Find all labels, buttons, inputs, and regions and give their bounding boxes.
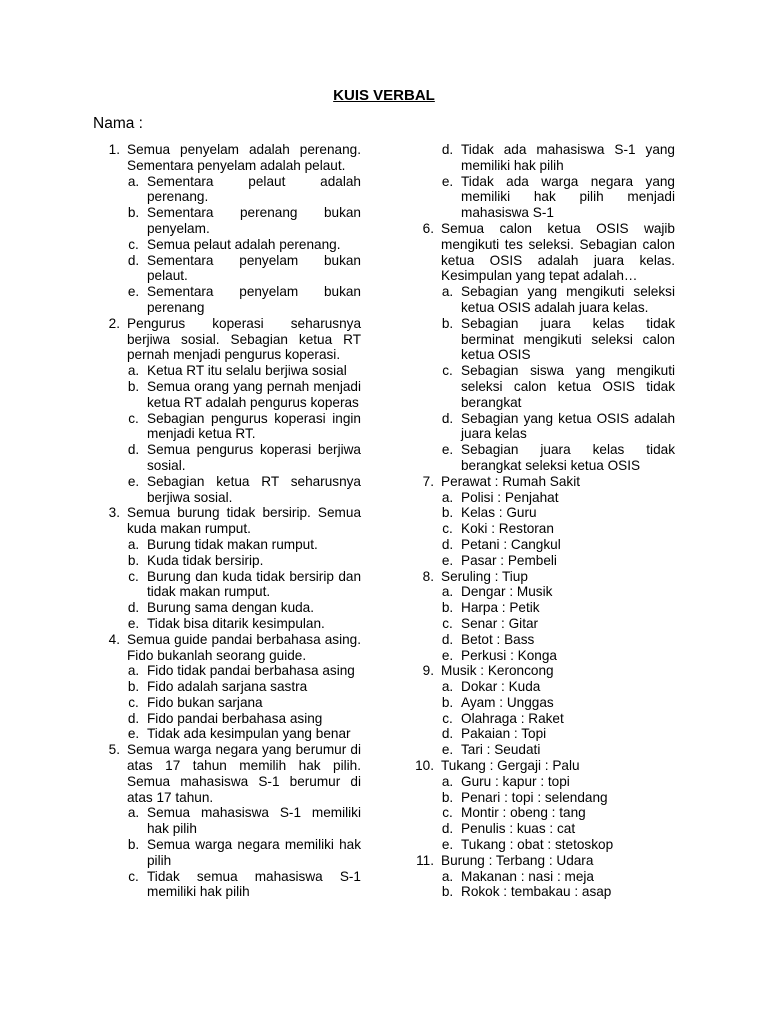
option-text: Rokok : tembakau : asap — [461, 884, 612, 900]
option-letter: b. — [441, 884, 454, 900]
answer-option — [434, 442, 675, 474]
answer-option — [434, 837, 675, 853]
option-letter: c. — [128, 410, 139, 426]
option-letter: c. — [128, 694, 139, 710]
answer-option — [120, 869, 361, 901]
question-stem — [407, 569, 675, 585]
answer-option — [120, 205, 361, 237]
answer-option — [434, 284, 675, 316]
answer-option — [434, 142, 675, 174]
option-letter: c. — [442, 363, 453, 379]
answer-option — [120, 600, 361, 616]
question-text: Semua warga negara yang berumur di atas 17 tahun memilih hak pilih. Semua mahasiswa S-1 berumur di atas 17 tahun. — [127, 742, 361, 805]
answer-option — [434, 363, 675, 410]
option-letter: a. — [127, 536, 140, 552]
answer-option — [120, 379, 361, 411]
question-stem — [407, 853, 675, 869]
option-letter: b. — [127, 837, 140, 853]
options-list — [407, 679, 675, 758]
question-text: Tukang : Gergaji : Palu — [441, 758, 580, 774]
option-letter: d. — [441, 142, 454, 157]
option-text: Harpa : Petik — [461, 600, 540, 616]
answer-option — [434, 869, 675, 885]
option-letter: b. — [441, 505, 454, 521]
question-stem — [407, 758, 675, 774]
option-text: Pasar : Pembeli — [461, 552, 557, 568]
option-text: Semua pengurus koperasi berjiwa sosial. — [147, 442, 361, 473]
option-letter: d. — [441, 726, 454, 742]
question-text: Semua calon ketua OSIS wajib mengikuti tes seleksi. Sebagian calon ketua OSIS adalah juara kelas. Kesimpulan yang tepat adalah… — [441, 220, 675, 284]
answer-option — [434, 790, 675, 806]
option-letter: e. — [441, 742, 454, 758]
answer-option — [434, 505, 675, 521]
question-item — [407, 663, 675, 758]
answer-option — [434, 821, 675, 837]
answer-option — [434, 411, 675, 443]
option-text: Senar : Gitar — [461, 615, 539, 631]
question-stem — [93, 505, 361, 537]
option-text: Burung dan kuda tidak bersirip dan tidak makan rumput. — [147, 568, 361, 600]
option-letter: c. — [442, 521, 453, 537]
options-list — [407, 869, 675, 901]
option-text: Tidak bisa ditarik kesimpulan. — [147, 615, 325, 631]
question-number: 10. — [415, 758, 434, 774]
option-letter: a. — [441, 679, 454, 695]
option-text: Semua pelaut adalah perenang. — [147, 236, 341, 252]
option-text: Pakaian : Topi — [461, 726, 547, 742]
question-number: 8. — [422, 568, 434, 584]
options-list — [93, 363, 361, 505]
right-column — [407, 142, 675, 900]
options-list — [93, 537, 361, 632]
option-text: Sementara pelaut adalah perenang. — [147, 173, 361, 205]
continuation-options — [434, 142, 675, 221]
option-letter: d. — [441, 821, 454, 837]
question-number: 2. — [108, 315, 120, 331]
option-letter: b. — [441, 600, 454, 616]
question-item — [407, 853, 675, 900]
question-number: 7. — [422, 473, 434, 489]
option-text: Burung tidak makan rumput. — [147, 536, 318, 552]
option-letter: a. — [441, 489, 454, 505]
answer-option — [434, 174, 675, 221]
answer-option — [120, 363, 361, 379]
option-letter: c. — [128, 568, 139, 584]
question-number: 1. — [108, 142, 120, 157]
answer-option — [434, 521, 675, 537]
answer-option — [434, 490, 675, 506]
answer-option — [434, 553, 675, 569]
answer-option — [120, 537, 361, 553]
question-item — [407, 474, 675, 569]
option-letter: a. — [441, 584, 454, 600]
answer-option — [434, 632, 675, 648]
options-list — [407, 774, 675, 853]
option-letter: b. — [127, 552, 140, 568]
option-letter: a. — [127, 663, 140, 679]
option-letter: c. — [442, 710, 453, 726]
option-text: Sebagian pengurus koperasi ingin menjadi ketua RT. — [147, 410, 361, 442]
option-text: Tidak semua mahasiswa S-1 memiliki hak pilih — [147, 868, 361, 900]
option-letter: d. — [441, 631, 454, 647]
option-letter: d. — [127, 442, 140, 458]
question-stem — [93, 316, 361, 363]
answer-option — [434, 316, 675, 363]
option-letter: d. — [441, 536, 454, 552]
answer-option — [120, 663, 361, 679]
options-list — [93, 174, 361, 316]
option-text: Semua warga negara memiliki hak pilih — [147, 837, 361, 868]
question-text: Semua burung tidak bersirip. Semua kuda makan rumput. — [127, 505, 361, 537]
option-letter: b. — [441, 315, 454, 331]
option-letter: e. — [127, 473, 140, 489]
option-text: Ayam : Unggas — [461, 694, 554, 710]
option-text: Montir : obeng : tang — [461, 805, 586, 821]
option-text: Tidak ada warga negara yang memiliki hak pilih menjadi mahasiswa S-1 — [461, 173, 675, 221]
answer-option — [434, 616, 675, 632]
question-item — [407, 758, 675, 853]
option-text: Fido tidak pandai berbahasa asing — [147, 663, 355, 679]
question-item — [93, 316, 361, 506]
option-letter: a. — [127, 363, 140, 379]
answer-option — [120, 837, 361, 869]
option-text: Tari : Seudati — [461, 742, 541, 758]
option-text: Sementara penyelam bukan perenang — [147, 284, 361, 315]
option-text: Fido adalah sarjana sastra — [147, 679, 308, 695]
answer-option — [120, 695, 361, 711]
question-text: Semua penyelam adalah perenang. Sementara penyelam adalah pelaut. — [127, 142, 361, 173]
option-letter: d. — [127, 710, 140, 726]
answer-option — [120, 569, 361, 601]
question-stem — [407, 221, 675, 284]
answer-option — [434, 584, 675, 600]
answer-option — [120, 616, 361, 632]
question-item — [93, 632, 361, 743]
answer-option — [434, 805, 675, 821]
option-text: Petani : Cangkul — [461, 536, 561, 552]
question-number: 5. — [108, 742, 120, 758]
option-text: Kelas : Guru — [461, 505, 537, 521]
option-text: Fido bukan sarjana — [147, 694, 263, 710]
question-number: 9. — [422, 663, 434, 679]
option-letter: e. — [127, 726, 140, 742]
option-text: Koki : Restoran — [461, 521, 554, 537]
question-text: Burung : Terbang : Udara — [441, 852, 594, 868]
question-stem — [93, 632, 361, 664]
option-letter: c. — [442, 805, 453, 821]
question-item — [93, 742, 361, 900]
answer-option — [434, 742, 675, 758]
option-text: Sebagian yang ketua OSIS adalah juara kelas — [461, 410, 675, 442]
option-text: Perkusi : Konga — [461, 647, 557, 663]
option-text: Dokar : Kuda — [461, 679, 541, 695]
question-number: 4. — [108, 631, 120, 647]
option-letter: b. — [127, 205, 140, 221]
option-text: Polisi : Penjahat — [461, 489, 559, 505]
answer-option — [434, 679, 675, 695]
answer-option — [434, 726, 675, 742]
option-text: Sebagian juara kelas tidak berminat mengikuti seleksi calon ketua OSIS — [461, 315, 675, 363]
option-letter: a. — [127, 805, 140, 821]
answer-option — [434, 884, 675, 900]
option-letter: c. — [128, 868, 139, 884]
option-text: Betot : Bass — [461, 631, 535, 647]
answer-option — [434, 774, 675, 790]
option-letter: e. — [441, 552, 454, 568]
question-text: Semua guide pandai berbahasa asing. Fido bukanlah seorang guide. — [127, 631, 361, 663]
option-text: Kuda tidak bersirip. — [147, 552, 264, 568]
option-letter: b. — [127, 679, 140, 695]
option-text: Olahraga : Raket — [461, 710, 564, 726]
answer-option — [434, 711, 675, 727]
options-list — [407, 284, 675, 474]
option-letter: a. — [441, 773, 454, 789]
option-text: Penari : topi : selendang — [461, 789, 608, 805]
options-list — [407, 490, 675, 569]
answer-option — [120, 679, 361, 695]
option-letter: d. — [127, 252, 140, 268]
answer-option — [120, 553, 361, 569]
option-letter: e. — [441, 837, 454, 853]
option-letter: e. — [441, 173, 454, 189]
answer-option — [120, 711, 361, 727]
question-text: Seruling : Tiup — [441, 568, 528, 584]
question-stem — [93, 742, 361, 805]
option-letter: c. — [442, 615, 453, 631]
question-number: 6. — [422, 220, 434, 236]
answer-option — [434, 695, 675, 711]
question-stem — [407, 663, 675, 679]
option-letter: a. — [441, 284, 454, 300]
option-letter: e. — [127, 284, 140, 300]
options-list — [407, 584, 675, 663]
answer-option — [434, 648, 675, 664]
answer-option — [120, 805, 361, 837]
option-text: Burung sama dengan kuda. — [147, 600, 315, 616]
answer-option — [434, 600, 675, 616]
option-text: Tidak ada kesimpulan yang benar — [147, 726, 351, 742]
option-letter: b. — [441, 694, 454, 710]
question-item — [407, 569, 675, 664]
options-list — [93, 805, 361, 900]
option-letter: e. — [127, 615, 140, 631]
answer-option — [120, 726, 361, 742]
option-text: Ketua RT itu selalu berjiwa sosial — [147, 363, 347, 379]
question-item — [93, 142, 361, 316]
question-number: 3. — [108, 505, 120, 521]
option-letter: a. — [441, 868, 454, 884]
option-text: Semua mahasiswa S-1 memiliki hak pilih — [147, 805, 361, 837]
option-text: Dengar : Musik — [461, 584, 553, 600]
option-text: Sementara penyelam bukan pelaut. — [147, 252, 361, 284]
option-letter: d. — [127, 600, 140, 616]
answer-option — [434, 537, 675, 553]
option-letter: d. — [441, 410, 454, 426]
question-text: Musik : Keroncong — [441, 663, 554, 679]
option-text: Tukang : obat : stetoskop — [461, 837, 614, 853]
option-text: Sebagian siswa yang mengikuti seleksi calon ketua OSIS tidak berangkat — [461, 363, 675, 410]
option-text: Sementara perenang bukan penyelam. — [147, 205, 361, 236]
page-title: KUIS VERBAL — [333, 87, 435, 104]
option-letter: a. — [127, 173, 140, 189]
answer-option — [120, 237, 361, 253]
question-item — [93, 505, 361, 631]
options-list — [93, 663, 361, 742]
question-stem — [407, 474, 675, 490]
question-number: 11. — [416, 852, 434, 868]
option-text: Tidak ada mahasiswa S-1 yang memiliki hak pilih — [461, 142, 675, 173]
question-item — [407, 221, 675, 474]
option-text: Sebagian ketua RT seharusnya berjiwa sosial. — [147, 473, 361, 505]
option-text: Semua orang yang pernah menjadi ketua RT adalah pengurus koperas — [147, 378, 361, 410]
answer-option — [120, 284, 361, 316]
answer-option — [120, 253, 361, 285]
option-letter: e. — [441, 647, 454, 663]
answer-option — [120, 442, 361, 474]
option-text: Penulis : kuas : cat — [461, 821, 576, 837]
name-label: Nama : — [93, 115, 143, 132]
option-letter: b. — [127, 378, 140, 394]
question-stem — [93, 142, 361, 174]
option-text: Fido pandai berbahasa asing — [147, 710, 323, 726]
answer-option — [120, 411, 361, 443]
option-text: Sebagian juara kelas tidak berangkat seleksi ketua OSIS — [461, 442, 675, 473]
answer-option — [120, 174, 361, 206]
option-text: Sebagian yang mengikuti seleksi ketua OSIS adalah juara kelas. — [461, 284, 675, 315]
question-text: Pengurus koperasi seharusnya berjiwa sosial. Sebagian ketua RT pernah menjadi pengurus koperasi. — [127, 315, 361, 363]
option-text: Makanan : nasi : meja — [461, 868, 594, 884]
option-text: Guru : kapur : topi — [461, 773, 570, 789]
left-column — [93, 142, 361, 900]
answer-option — [120, 474, 361, 506]
option-letter: e. — [441, 442, 454, 458]
option-letter: c. — [128, 236, 139, 252]
option-letter: b. — [441, 789, 454, 805]
question-text: Perawat : Rumah Sakit — [441, 473, 581, 489]
